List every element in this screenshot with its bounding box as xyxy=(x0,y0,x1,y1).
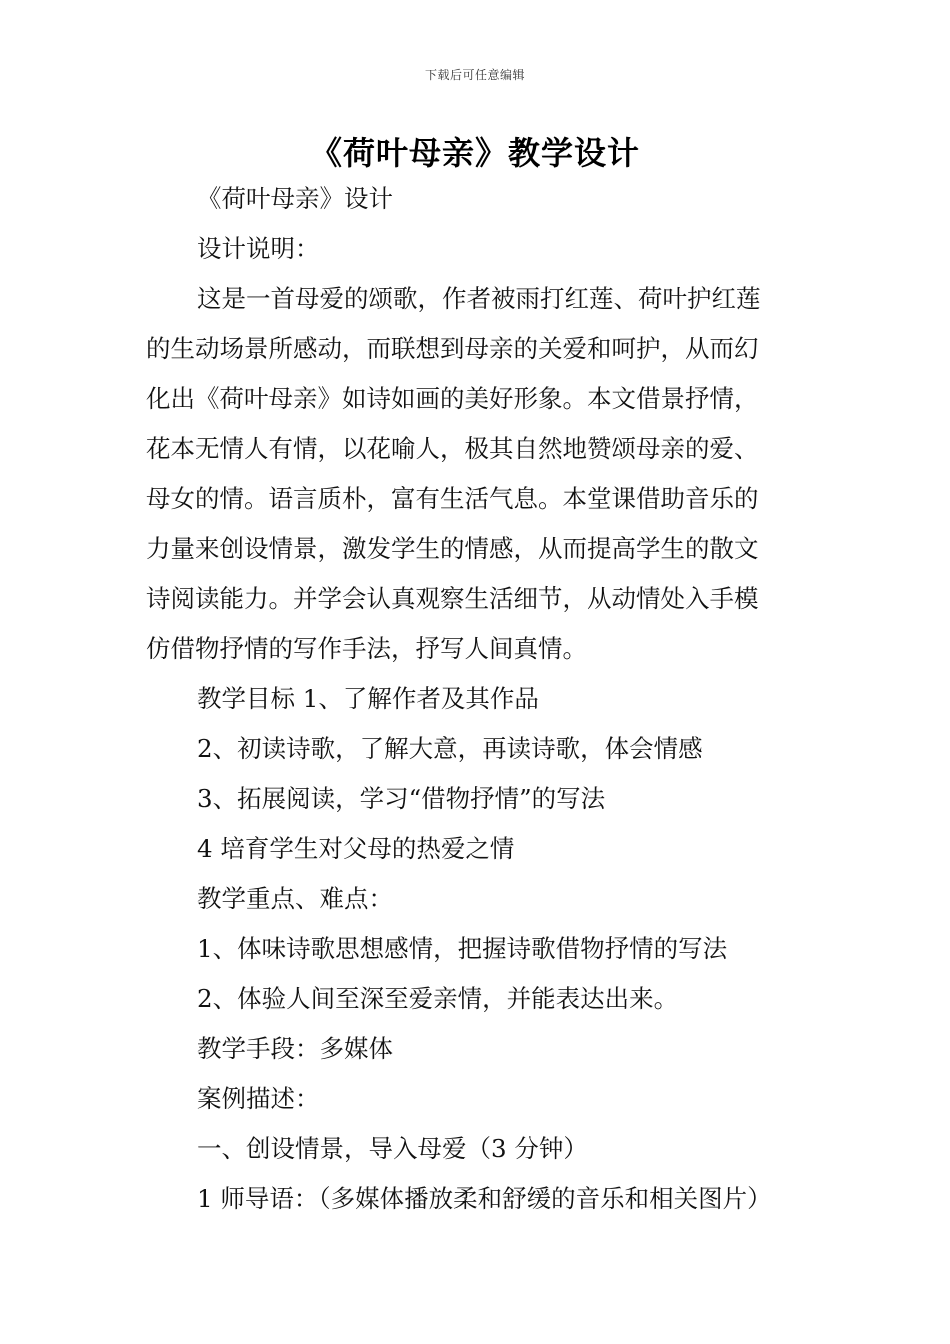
body-line: 教学目标 1、了解作者及其作品 xyxy=(197,684,539,713)
body-line: 花本无情人有情，以花喻人，极其自然地赞颂母亲的爱、 xyxy=(146,434,759,463)
body-line: 教学重点、难点： xyxy=(197,884,393,913)
body-line: 案例描述： xyxy=(197,1084,320,1113)
body-line: 化出《荷叶母亲》如诗如画的美好形象。本文借景抒情， xyxy=(146,384,759,413)
body-line: 力量来创设情景，激发学生的情感，从而提高学生的散文 xyxy=(146,534,759,563)
body-line: 《荷叶母亲》设计 xyxy=(197,184,393,213)
body-line: 3、拓展阅读，学习“借物抒情”的写法 xyxy=(197,784,606,813)
body-line: 的生动场景所感动，而联想到母亲的关爱和呵护，从而幻 xyxy=(146,334,759,363)
body-line: 1 师导语：（多媒体播放柔和舒缓的音乐和相关图片） xyxy=(197,1184,772,1213)
body-line: 2、体验人间至深至爱亲情，并能表达出来。 xyxy=(197,984,679,1013)
body-line: 一、创设情景，导入母爱（3 分钟） xyxy=(197,1134,588,1163)
body-line: 2、初读诗歌，了解大意，再读诗歌，体会情感 xyxy=(197,734,703,763)
body-line: 母女的情。语言质朴，富有生活气息。本堂课借助音乐的 xyxy=(146,484,759,513)
header-note: 下载后可任意编辑 xyxy=(424,68,525,82)
body-line: 4 培育学生对父母的热爱之情 xyxy=(197,834,515,863)
body-line: 诗阅读能力。并学会认真观察生活细节，从动情处入手模 xyxy=(146,584,759,613)
body-line: 仿借物抒情的写作手法，抒写人间真情。 xyxy=(146,634,587,663)
body-line: 这是一首母爱的颂歌，作者被雨打红莲、荷叶护红莲 xyxy=(197,284,761,313)
body-line: 教学手段：多媒体 xyxy=(197,1034,393,1063)
document-title: 《荷叶母亲》教学设计 xyxy=(309,134,640,172)
document-body xyxy=(146,174,810,1224)
body-line: 设计说明： xyxy=(197,234,320,263)
body-line: 1、体味诗歌思想感情，把握诗歌借物抒情的写法 xyxy=(197,934,728,963)
